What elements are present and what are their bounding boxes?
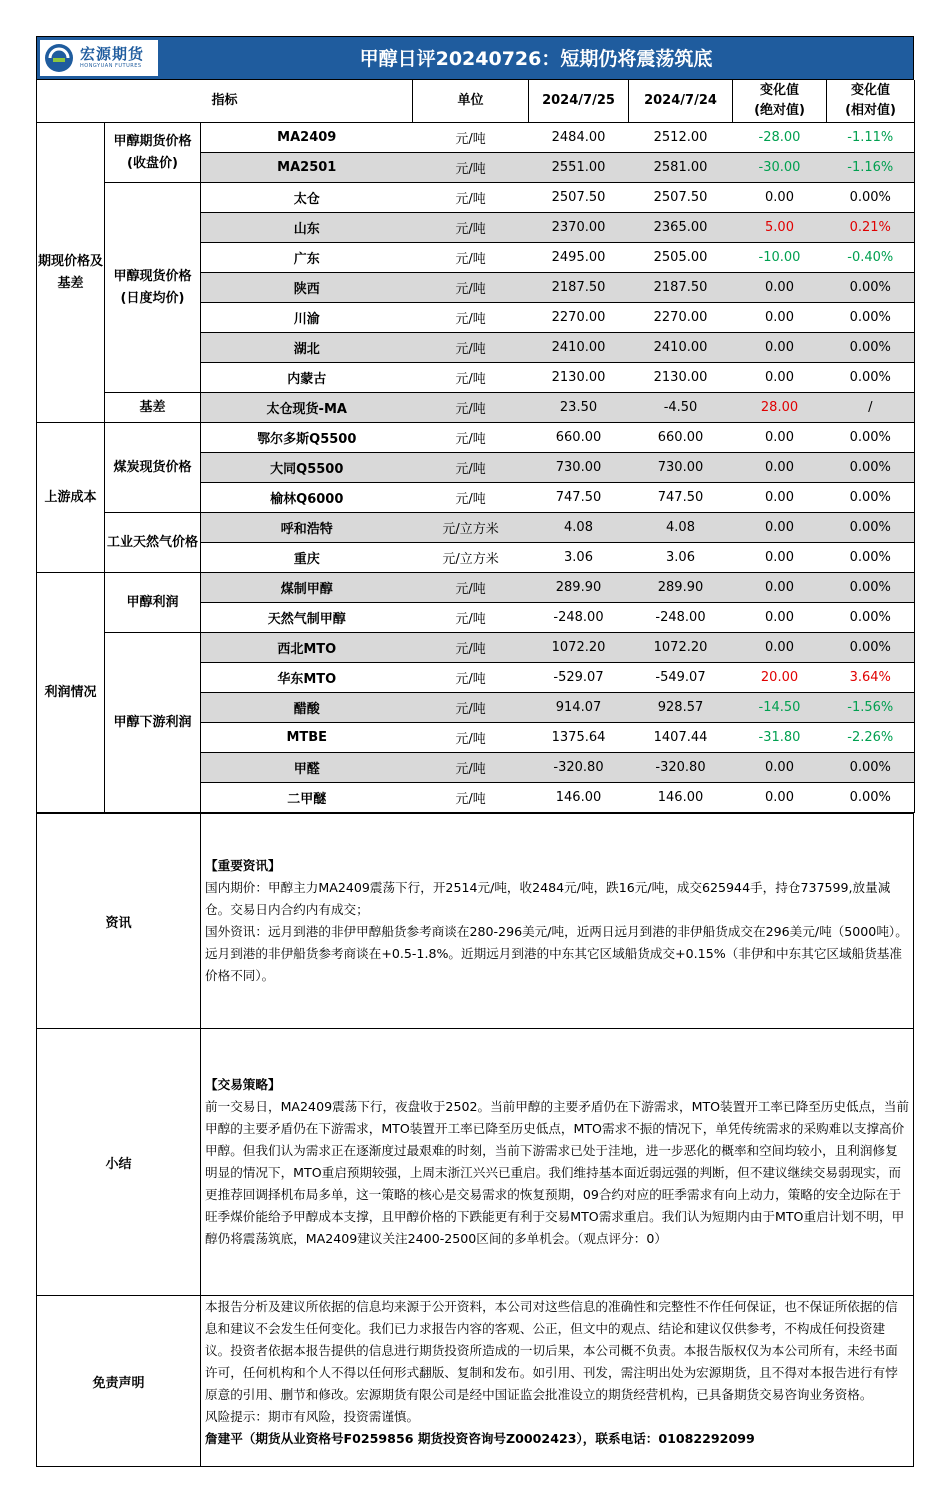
row-value-d1: -320.80 (529, 753, 629, 783)
row-label: 山东 (201, 213, 413, 243)
row-unit: 元/吨 (413, 243, 529, 273)
row-value-d2: 3.06 (629, 543, 733, 573)
row-unit: 元/立方米 (413, 513, 529, 543)
row-value-d1: 914.07 (529, 693, 629, 723)
row-label: 重庆 (201, 543, 413, 573)
col-indicator: 指标 (37, 80, 413, 123)
row-label: 湖北 (201, 333, 413, 363)
row-unit: 元/吨 (413, 603, 529, 633)
row-label: 华东MTO (201, 663, 413, 693)
report-page (36, 36, 914, 1467)
row-value-d1: 2551.00 (529, 153, 629, 183)
col-unit: 单位 (413, 80, 529, 123)
row-value-d2: 660.00 (629, 423, 733, 453)
row-label: 二甲醚 (201, 783, 413, 813)
row-abs-change: 0.00 (733, 633, 827, 663)
row-value-d2: 289.90 (629, 573, 733, 603)
col-rel-change: 变化值 (相对值) (827, 80, 915, 123)
table-row (37, 633, 915, 663)
row-value-d2: 1072.20 (629, 633, 733, 663)
summary-content: 【交易策略】 前一交易日，MA2409震荡下行，夜盘收于2502。当前甲醇的主要矛盾仍在下游需求，MTO装置开工率已降至历史低点，当前甲醇的主要矛盾仍在下游需求，MTO装置开工率已降至历史低点，MTO需求不振的情况下，单凭传统需求的采购难以支撑高价甲醇。但我们认为需求正在逐渐度过最艰难的时刻，当前下游需求已处于洼地，进一步恶化的概率和空间均较小，且利润修复明显的情况下，MTO重启预期较强，上周末浙江兴兴已重启。我们维持基本面近弱远强的判断，但不建议继续交易弱现实，而更推荐回调择机布局多单，这一策略的核心是交易需求的恢复预期，09合约对应的旺季需求有向上动力，策略的安全边际在于旺季煤价能给予甲醇成本支撑，且甲醇价格的下跌能更有利于交易MTO需求重启。我们认为短期内由于MTO重启计划不明，甲醇仍将震荡筑底，MA2409建议关注2400-2500区间的多单机会。（观点评分：0） (201, 1029, 914, 1296)
row-value-d2: -320.80 (629, 753, 733, 783)
row-value-d2: 2365.00 (629, 213, 733, 243)
row-value-d1: 2495.00 (529, 243, 629, 273)
row-value-d1: 747.50 (529, 483, 629, 513)
row-label: 广东 (201, 243, 413, 273)
row-abs-change: 5.00 (733, 213, 827, 243)
row-unit: 元/吨 (413, 663, 529, 693)
row-value-d2: 2130.00 (629, 363, 733, 393)
news-label: 资讯 (37, 814, 201, 1029)
row-rel-change: 0.00% (827, 513, 915, 543)
summary-label: 小结 (37, 1029, 201, 1296)
row-label: MTBE (201, 723, 413, 753)
row-label: 天然气制甲醇 (201, 603, 413, 633)
row-value-d2: -4.50 (629, 393, 733, 423)
row-value-d1: 2187.50 (529, 273, 629, 303)
row-abs-change: 0.00 (733, 423, 827, 453)
row-value-d2: 2512.00 (629, 123, 733, 153)
row-value-d1: 2410.00 (529, 333, 629, 363)
row-abs-change: 28.00 (733, 393, 827, 423)
row-unit: 元/吨 (413, 753, 529, 783)
row-value-d1: 730.00 (529, 453, 629, 483)
table-row (37, 573, 915, 603)
row-unit: 元/吨 (413, 363, 529, 393)
col-date1: 2024/7/25 (529, 80, 629, 123)
row-label: 太仓 (201, 183, 413, 213)
row-unit: 元/吨 (413, 723, 529, 753)
row-rel-change: 0.00% (827, 303, 915, 333)
row-abs-change: -10.00 (733, 243, 827, 273)
row-unit: 元/吨 (413, 423, 529, 453)
row-label: 榆林Q6000 (201, 483, 413, 513)
row-value-d1: 2270.00 (529, 303, 629, 333)
row-label: 川渝 (201, 303, 413, 333)
row-value-d1: 146.00 (529, 783, 629, 813)
logo-cn-text: 宏源期货 (80, 45, 145, 63)
row-rel-change: 0.00% (827, 273, 915, 303)
row-rel-change: -0.40% (827, 243, 915, 273)
row-rel-change: 0.00% (827, 423, 915, 453)
row-rel-change: 0.00% (827, 543, 915, 573)
subgroup-label: 工业天然气价格 (105, 513, 201, 573)
row-unit: 元/吨 (413, 303, 529, 333)
commentary-table (36, 813, 914, 1467)
row-value-d2: 2410.00 (629, 333, 733, 363)
row-rel-change: 0.00% (827, 453, 915, 483)
row-value-d1: 2484.00 (529, 123, 629, 153)
row-unit: 元/吨 (413, 273, 529, 303)
row-rel-change: 0.00% (827, 783, 915, 813)
row-abs-change: 0.00 (733, 603, 827, 633)
row-value-d2: 2505.00 (629, 243, 733, 273)
row-label: MA2501 (201, 153, 413, 183)
row-unit: 元/吨 (413, 693, 529, 723)
row-value-d1: 2370.00 (529, 213, 629, 243)
table-row (37, 393, 915, 423)
row-abs-change: 0.00 (733, 483, 827, 513)
row-unit: 元/吨 (413, 633, 529, 663)
row-value-d2: 2581.00 (629, 153, 733, 183)
row-abs-change: 0.00 (733, 333, 827, 363)
table-row (37, 513, 915, 543)
row-rel-change: 0.00% (827, 573, 915, 603)
table-row (37, 123, 915, 153)
data-table (36, 80, 915, 813)
row-unit: 元/吨 (413, 183, 529, 213)
row-value-d2: -549.07 (629, 663, 733, 693)
row-rel-change: 0.00% (827, 753, 915, 783)
row-abs-change: -30.00 (733, 153, 827, 183)
row-value-d2: 1407.44 (629, 723, 733, 753)
row-value-d1: 2507.50 (529, 183, 629, 213)
row-abs-change: 0.00 (733, 783, 827, 813)
row-abs-change: 0.00 (733, 303, 827, 333)
row-abs-change: 0.00 (733, 543, 827, 573)
row-unit: 元/吨 (413, 783, 529, 813)
row-label: 醋酸 (201, 693, 413, 723)
row-value-d2: 747.50 (629, 483, 733, 513)
row-unit: 元/吨 (413, 153, 529, 183)
news-content: 【重要资讯】 国内期价：甲醇主力MA2409震荡下行，开2514元/吨，收2484元/吨，跌16元/吨，成交625944手，持仓737599,放量减仓。交易日内合约内有成交； 国外资讯：远月到港的非伊甲醇船货参考商谈在280-296美元/吨，近两日远月到港的非伊船货成交在296美元/吨（5000吨）。远月到港的非伊船货参考商谈在+0.5-1.8%。近期远月到港的中东其它区域船货成交+0.15%（非伊和中东其它区域船货基准价格不同）。 (201, 814, 914, 1029)
col-date2: 2024/7/24 (629, 80, 733, 123)
group-label: 利润情况 (37, 573, 105, 813)
subgroup-label: 甲醇下游利润 (105, 633, 201, 813)
table-row (37, 423, 915, 453)
row-label: 鄂尔多斯Q5500 (201, 423, 413, 453)
subgroup-label: 甲醇利润 (105, 573, 201, 633)
report-title: 甲醇日评20240726：短期仍将震荡筑底 (359, 48, 713, 70)
row-abs-change: 0.00 (733, 513, 827, 543)
row-value-d2: -248.00 (629, 603, 733, 633)
row-unit: 元/吨 (413, 483, 529, 513)
group-label: 上游成本 (37, 423, 105, 573)
row-value-d2: 2507.50 (629, 183, 733, 213)
table-row (37, 183, 915, 213)
row-label: 陕西 (201, 273, 413, 303)
news-section (37, 814, 914, 1029)
row-rel-change: 0.00% (827, 333, 915, 363)
table-header-row (37, 80, 915, 123)
subgroup-label: 甲醇期货价格(收盘价) (105, 123, 201, 183)
row-value-d2: 730.00 (629, 453, 733, 483)
subgroup-label: 煤炭现货价格 (105, 423, 201, 513)
row-rel-change: -1.11% (827, 123, 915, 153)
row-abs-change: 20.00 (733, 663, 827, 693)
row-rel-change: -1.16% (827, 153, 915, 183)
summary-section (37, 1029, 914, 1296)
row-rel-change: 0.21% (827, 213, 915, 243)
company-logo (40, 40, 158, 76)
row-value-d1: 4.08 (529, 513, 629, 543)
row-value-d1: 3.06 (529, 543, 629, 573)
subgroup-label: 甲醇现货价格(日度均价) (105, 183, 201, 393)
row-rel-change: -1.56% (827, 693, 915, 723)
row-value-d1: -529.07 (529, 663, 629, 693)
row-abs-change: 0.00 (733, 363, 827, 393)
row-label: 西北MTO (201, 633, 413, 663)
row-unit: 元/吨 (413, 573, 529, 603)
group-label: 期现价格及基差 (37, 123, 105, 423)
row-abs-change: 0.00 (733, 753, 827, 783)
row-abs-change: -14.50 (733, 693, 827, 723)
row-value-d2: 2187.50 (629, 273, 733, 303)
row-rel-change: 3.64% (827, 663, 915, 693)
row-rel-change: -2.26% (827, 723, 915, 753)
row-abs-change: 0.00 (733, 273, 827, 303)
subgroup-label: 基差 (105, 393, 201, 423)
row-label: 呼和浩特 (201, 513, 413, 543)
row-label: 太仓现货-MA (201, 393, 413, 423)
row-value-d1: 2130.00 (529, 363, 629, 393)
row-value-d1: 660.00 (529, 423, 629, 453)
disclaimer-label: 免责声明 (37, 1296, 201, 1467)
disclaimer-content: 本报告分析及建议所依据的信息均来源于公开资料，本公司对这些信息的准确性和完整性不作任何保证，也不保证所依据的信息和建议不会发生任何变化。我们已力求报告内容的客观、公正，但文中的观点、结论和建议仅供参考，不构成任何投资建议。投资者依据本报告提供的信息进行期货投资所造成的一切后果，本公司概不负责。本报告版权仅为本公司所有，未经书面许可，任何机构和个人不得以任何形式翻版、复制和发布。如引用、刊发，需注明出处为宏源期货，且不得对本报告进行有悖原意的引用、删节和修改。宏源期货有限公司是经中国证监会批准设立的期货经营机构，已具备期货交易咨询业务资格。 风险提示：期市有风险，投资需谨慎。 詹建平（期货从业资格号F0259856 期货投资咨询号Z0002423），联系电话：01082292099 (201, 1296, 914, 1467)
row-label: 内蒙古 (201, 363, 413, 393)
col-abs-change: 变化值 (绝对值) (733, 80, 827, 123)
row-rel-change: 0.00% (827, 603, 915, 633)
row-value-d1: 289.90 (529, 573, 629, 603)
row-abs-change: -28.00 (733, 123, 827, 153)
row-abs-change: 0.00 (733, 183, 827, 213)
row-label: MA2409 (201, 123, 413, 153)
row-rel-change: 0.00% (827, 183, 915, 213)
row-value-d1: -248.00 (529, 603, 629, 633)
report-header (36, 36, 914, 80)
row-rel-change: 0.00% (827, 633, 915, 663)
row-value-d2: 146.00 (629, 783, 733, 813)
disclaimer-section (37, 1296, 914, 1467)
row-label: 大同Q5500 (201, 453, 413, 483)
row-rel-change: / (827, 393, 915, 423)
row-value-d1: 1072.20 (529, 633, 629, 663)
row-unit: 元/吨 (413, 393, 529, 423)
row-label: 煤制甲醇 (201, 573, 413, 603)
row-unit: 元/吨 (413, 453, 529, 483)
row-value-d2: 4.08 (629, 513, 733, 543)
row-abs-change: -31.80 (733, 723, 827, 753)
logo-en-text: HONGYUAN FUTURES (80, 63, 142, 69)
row-unit: 元/立方米 (413, 543, 529, 573)
row-abs-change: 0.00 (733, 573, 827, 603)
row-unit: 元/吨 (413, 333, 529, 363)
row-value-d1: 23.50 (529, 393, 629, 423)
row-unit: 元/吨 (413, 123, 529, 153)
row-label: 甲醛 (201, 753, 413, 783)
row-value-d1: 1375.64 (529, 723, 629, 753)
row-rel-change: 0.00% (827, 483, 915, 513)
row-value-d2: 2270.00 (629, 303, 733, 333)
row-value-d2: 928.57 (629, 693, 733, 723)
row-unit: 元/吨 (413, 213, 529, 243)
logo-mark-icon (44, 43, 74, 73)
row-rel-change: 0.00% (827, 363, 915, 393)
row-abs-change: 0.00 (733, 453, 827, 483)
